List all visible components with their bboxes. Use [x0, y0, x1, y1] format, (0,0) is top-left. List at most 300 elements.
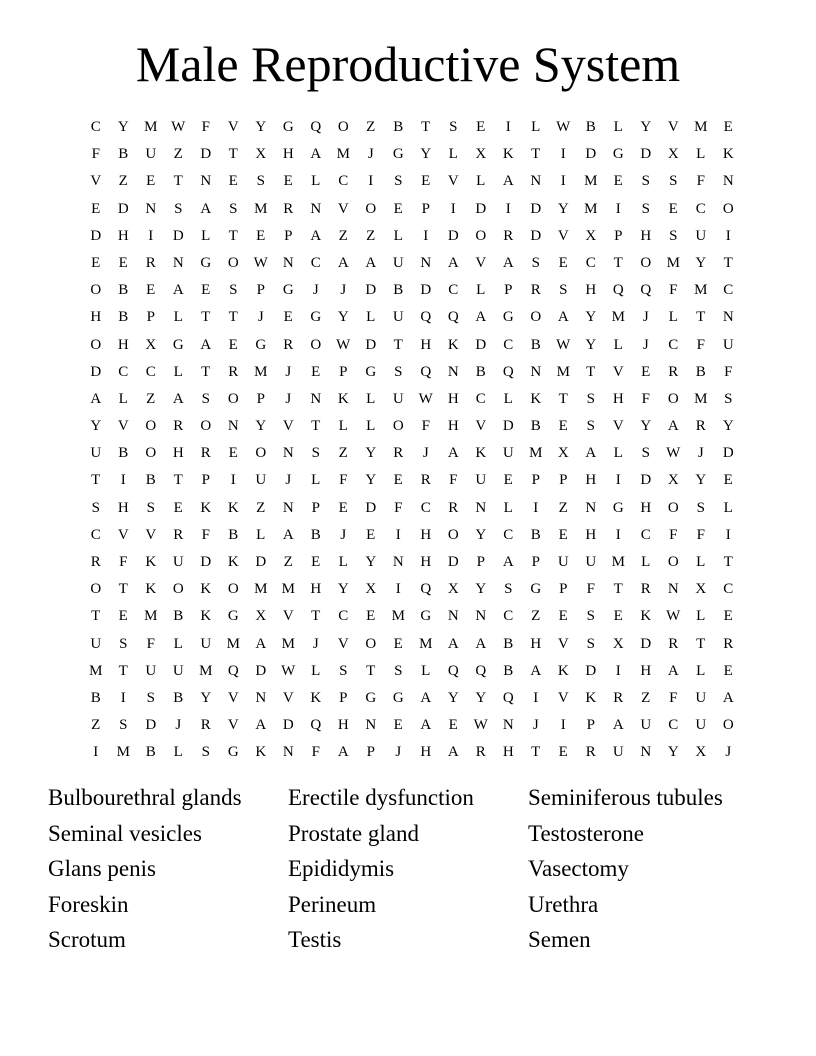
grid-letter: C: [420, 499, 431, 516]
grid-letter: A: [530, 662, 542, 679]
grid-letter: W: [556, 119, 571, 135]
grid-letter: U: [255, 472, 267, 489]
grid-letter: I: [423, 227, 429, 244]
grid-letter: V: [90, 173, 102, 190]
grid-letter: R: [200, 445, 211, 462]
grid-letter: I: [395, 581, 401, 598]
grid-letter: R: [640, 581, 651, 598]
grid-letter: M: [419, 635, 433, 652]
grid-letter: O: [227, 254, 239, 271]
grid-letter: K: [255, 744, 267, 761]
grid-letter: H: [117, 336, 129, 353]
grid-letter: N: [640, 744, 652, 761]
grid-letter: S: [146, 499, 155, 516]
grid-letter: Z: [256, 499, 266, 516]
grid-letter: L: [201, 227, 211, 244]
grid-letter: G: [282, 282, 294, 299]
grid-letter: V: [612, 363, 624, 380]
grid-letter: Q: [310, 119, 322, 135]
grid-letter: S: [586, 390, 595, 407]
grid-letter: T: [531, 744, 541, 761]
grid-letter: D: [365, 282, 377, 299]
grid-letter: K: [227, 554, 239, 570]
grid-letter: O: [447, 526, 459, 543]
grid-letter: A: [502, 554, 514, 570]
grid-letter: P: [421, 200, 430, 217]
grid-letter: T: [366, 662, 376, 679]
grid-letter: T: [558, 390, 568, 407]
grid-letter: C: [585, 254, 596, 271]
grid-letter: P: [559, 581, 568, 598]
grid-letter: T: [228, 227, 238, 244]
grid-letter: Y: [640, 119, 652, 135]
grid-letter: E: [91, 200, 101, 217]
grid-letter: U: [90, 445, 102, 462]
grid-letter: I: [725, 227, 731, 244]
grid-letter: S: [724, 390, 733, 407]
grid-letter: O: [722, 200, 734, 217]
grid-letter: H: [172, 445, 184, 462]
grid-letter: D: [255, 554, 267, 570]
grid-letter: J: [422, 445, 429, 462]
grid-letter: T: [118, 662, 128, 679]
grid-letter: B: [393, 282, 404, 299]
grid-letter: C: [90, 526, 101, 543]
grid-letter: K: [557, 662, 569, 679]
grid-letter: R: [723, 635, 734, 652]
grid-letter: R: [475, 744, 486, 761]
grid-letter: U: [172, 662, 184, 679]
grid-letter: J: [312, 635, 319, 652]
grid-letter: C: [448, 282, 459, 299]
grid-letter: E: [723, 608, 733, 625]
grid-letter: O: [392, 418, 404, 435]
grid-letter: P: [614, 227, 623, 244]
grid-letter: U: [145, 146, 157, 163]
grid-letter: A: [255, 717, 267, 734]
grid-letter: G: [365, 363, 377, 380]
grid-letter: A: [200, 200, 212, 217]
grid-letter: K: [227, 499, 239, 516]
grid-letter: C: [338, 608, 349, 625]
grid-letter: D: [530, 227, 542, 244]
letter-grid: [82, 114, 742, 767]
grid-letter: N: [530, 363, 542, 380]
grid-letter: U: [502, 445, 514, 462]
grid-letter: V: [227, 689, 239, 706]
grid-letter: E: [613, 173, 623, 190]
grid-letter: H: [282, 146, 294, 163]
word-row: [48, 816, 768, 852]
grid-letter: E: [228, 336, 238, 353]
grid-row: [82, 603, 742, 630]
grid-letter: Y: [365, 554, 377, 570]
grid-letter: E: [146, 173, 156, 190]
grid-letter: M: [281, 581, 295, 598]
grid-letter: L: [173, 635, 183, 652]
grid-letter: J: [367, 146, 374, 163]
grid-letter: V: [337, 200, 349, 217]
grid-letter: A: [420, 689, 432, 706]
grid-letter: G: [365, 689, 377, 706]
grid-letter: Z: [146, 390, 156, 407]
grid-letter: Y: [475, 581, 487, 598]
grid-letter: S: [256, 173, 265, 190]
grid-letter: S: [669, 227, 678, 244]
grid-letter: N: [282, 744, 294, 761]
grid-letter: A: [612, 717, 624, 734]
grid-letter: P: [284, 227, 293, 244]
grid-letter: H: [585, 472, 597, 489]
grid-letter: Q: [502, 363, 514, 380]
grid-letter: M: [116, 744, 130, 761]
grid-letter: S: [504, 581, 513, 598]
grid-letter: I: [560, 717, 566, 734]
grid-letter: T: [311, 608, 321, 625]
grid-letter: F: [449, 472, 458, 489]
grid-letter: T: [201, 363, 211, 380]
grid-letter: S: [696, 499, 705, 516]
grid-letter: S: [146, 689, 155, 706]
grid-letter: X: [667, 472, 679, 489]
grid-letter: Y: [200, 689, 212, 706]
grid-letter: J: [725, 744, 732, 761]
grid-letter: G: [310, 309, 322, 326]
grid-letter: A: [585, 445, 597, 462]
grid-letter: X: [365, 581, 377, 598]
grid-letter: U: [475, 472, 487, 489]
grid-letter: R: [613, 689, 624, 706]
grid-letter: L: [503, 499, 513, 516]
grid-letter: L: [696, 554, 706, 570]
grid-letter: C: [503, 608, 514, 625]
grid-letter: C: [640, 526, 651, 543]
grid-letter: K: [640, 608, 652, 625]
grid-letter: N: [227, 418, 239, 435]
grid-letter: M: [694, 390, 708, 407]
grid-letter: M: [556, 363, 570, 380]
grid-letter: L: [476, 173, 486, 190]
grid-letter: L: [311, 472, 321, 489]
grid-letter: M: [584, 173, 598, 190]
grid-letter: K: [145, 554, 157, 570]
grid-row: [82, 467, 742, 494]
grid-letter: G: [282, 119, 294, 135]
grid-letter: O: [310, 336, 322, 353]
grid-letter: N: [447, 608, 459, 625]
grid-letter: E: [421, 173, 431, 190]
grid-letter: V: [475, 418, 487, 435]
grid-letter: U: [695, 717, 707, 734]
grid-letter: H: [502, 744, 514, 761]
grid-letter: V: [117, 526, 129, 543]
grid-letter: K: [722, 146, 734, 163]
grid-row: [82, 440, 742, 467]
grid-letter: X: [667, 146, 679, 163]
grid-letter: D: [475, 200, 487, 217]
grid-letter: A: [667, 662, 679, 679]
grid-letter: A: [667, 418, 679, 435]
grid-letter: R: [668, 363, 679, 380]
grid-letter: E: [476, 119, 486, 135]
grid-letter: S: [91, 499, 100, 516]
grid-letter: R: [668, 635, 679, 652]
grid-letter: L: [311, 662, 321, 679]
grid-letter: J: [312, 282, 319, 299]
grid-letter: X: [612, 635, 624, 652]
grid-letter: E: [228, 445, 238, 462]
grid-letter: L: [393, 227, 403, 244]
grid-letter: A: [200, 336, 212, 353]
grid-letter: E: [723, 119, 733, 135]
grid-letter: S: [669, 173, 678, 190]
grid-letter: I: [560, 146, 566, 163]
grid-letter: Y: [90, 418, 102, 435]
grid-letter: D: [530, 200, 542, 217]
grid-letter: N: [447, 363, 459, 380]
grid-letter: B: [585, 119, 596, 135]
grid-letter: E: [118, 608, 128, 625]
grid-letter: E: [283, 309, 293, 326]
grid-letter: P: [256, 390, 265, 407]
grid-letter: L: [613, 119, 623, 135]
grid-letter: E: [393, 717, 403, 734]
grid-letter: N: [282, 499, 294, 516]
grid-letter: N: [282, 254, 294, 271]
grid-letter: P: [256, 282, 265, 299]
grid-letter: Y: [337, 309, 349, 326]
grid-letter: L: [366, 390, 376, 407]
grid-letter: S: [394, 662, 403, 679]
grid-letter: R: [585, 744, 596, 761]
grid-row: [82, 522, 742, 549]
grid-letter: B: [118, 445, 129, 462]
grid-letter: L: [531, 119, 541, 135]
grid-letter: C: [723, 581, 734, 598]
grid-letter: W: [336, 336, 351, 353]
grid-row: [82, 359, 742, 386]
grid-letter: A: [502, 173, 514, 190]
grid-letter: K: [337, 390, 349, 407]
grid-letter: I: [533, 499, 539, 516]
grid-letter: U: [722, 336, 734, 353]
grid-letter: B: [530, 526, 541, 543]
grid-letter: H: [585, 282, 597, 299]
grid-letter: Y: [255, 418, 267, 435]
grid-letter: A: [420, 717, 432, 734]
grid-letter: E: [393, 200, 403, 217]
grid-letter: B: [145, 472, 156, 489]
grid-letter: A: [557, 309, 569, 326]
grid-letter: D: [117, 200, 129, 217]
grid-letter: I: [505, 119, 511, 135]
grid-letter: Y: [447, 689, 459, 706]
grid-letter: Z: [283, 554, 293, 570]
grid-letter: Q: [447, 309, 459, 326]
grid-letter: W: [281, 662, 296, 679]
grid-letter: G: [612, 499, 624, 516]
grid-letter: L: [173, 309, 183, 326]
grid-letter: A: [337, 744, 349, 761]
grid-letter: N: [502, 717, 514, 734]
grid-letter: L: [723, 499, 733, 516]
grid-letter: V: [227, 717, 239, 734]
grid-letter: S: [586, 608, 595, 625]
grid-row: [82, 114, 742, 141]
grid-letter: B: [503, 635, 514, 652]
grid-letter: J: [285, 472, 292, 489]
grid-letter: N: [365, 717, 377, 734]
grid-letter: R: [530, 282, 541, 299]
grid-letter: A: [337, 254, 349, 271]
grid-letter: Z: [173, 146, 183, 163]
grid-letter: C: [338, 173, 349, 190]
grid-letter: X: [475, 146, 487, 163]
grid-letter: A: [447, 254, 459, 271]
grid-letter: D: [282, 717, 294, 734]
grid-letter: D: [640, 146, 652, 163]
grid-row: [82, 631, 742, 658]
grid-letter: I: [560, 173, 566, 190]
grid-letter: L: [613, 336, 623, 353]
grid-letter: Z: [641, 689, 651, 706]
word-list-item: Glans penis: [48, 856, 156, 882]
grid-letter: G: [255, 336, 267, 353]
grid-letter: F: [724, 363, 733, 380]
grid-letter: Y: [695, 254, 707, 271]
grid-row: [82, 576, 742, 603]
grid-letter: T: [91, 608, 101, 625]
grid-letter: L: [118, 390, 128, 407]
grid-letter: B: [118, 282, 129, 299]
grid-letter: Q: [612, 282, 624, 299]
grid-letter: O: [200, 418, 212, 435]
grid-letter: L: [696, 146, 706, 163]
grid-letter: J: [285, 390, 292, 407]
grid-letter: U: [392, 309, 404, 326]
grid-letter: U: [172, 554, 184, 570]
grid-letter: K: [530, 390, 542, 407]
grid-letter: I: [725, 526, 731, 543]
grid-letter: I: [615, 662, 621, 679]
word-row: [48, 922, 768, 958]
grid-letter: U: [392, 254, 404, 271]
grid-letter: J: [532, 717, 539, 734]
grid-letter: S: [394, 363, 403, 380]
word-list: [48, 780, 768, 958]
word-list-item: Seminal vesicles: [48, 820, 202, 846]
grid-letter: S: [174, 200, 183, 217]
grid-letter: E: [201, 282, 211, 299]
grid-letter: G: [392, 689, 404, 706]
grid-letter: A: [502, 254, 514, 271]
grid-letter: E: [448, 717, 458, 734]
grid-letter: K: [310, 689, 322, 706]
grid-letter: M: [254, 200, 268, 217]
grid-letter: T: [696, 309, 706, 326]
grid-letter: S: [229, 200, 238, 217]
grid-letter: Y: [557, 200, 569, 217]
grid-letter: R: [228, 363, 239, 380]
grid-letter: M: [199, 662, 213, 679]
grid-letter: E: [558, 418, 568, 435]
grid-letter: F: [696, 526, 705, 543]
grid-letter: B: [118, 146, 129, 163]
grid-letter: F: [669, 526, 678, 543]
grid-letter: P: [339, 363, 348, 380]
grid-row: [82, 223, 742, 250]
grid-letter: U: [695, 227, 707, 244]
grid-letter: W: [418, 390, 433, 407]
grid-letter: N: [392, 554, 404, 570]
grid-letter: C: [668, 336, 679, 353]
grid-letter: R: [173, 418, 184, 435]
grid-letter: A: [172, 282, 184, 299]
grid-letter: Y: [722, 418, 734, 435]
grid-letter: M: [281, 635, 295, 652]
grid-letter: P: [201, 472, 210, 489]
grid-letter: Z: [338, 445, 348, 462]
grid-letter: X: [255, 608, 267, 625]
grid-letter: H: [90, 309, 102, 326]
grid-row: [82, 413, 742, 440]
grid-letter: M: [611, 309, 625, 326]
grid-letter: F: [339, 472, 348, 489]
word-row: [48, 780, 768, 816]
grid-letter: E: [613, 608, 623, 625]
grid-row: [82, 250, 742, 277]
grid-letter: E: [311, 363, 321, 380]
grid-letter: D: [722, 445, 734, 462]
grid-letter: R: [283, 336, 294, 353]
grid-letter: K: [475, 445, 487, 462]
grid-letter: N: [722, 309, 734, 326]
grid-letter: D: [640, 635, 652, 652]
grid-letter: B: [145, 744, 156, 761]
grid-letter: I: [450, 200, 456, 217]
grid-letter: L: [366, 309, 376, 326]
grid-letter: M: [144, 608, 158, 625]
grid-letter: C: [668, 717, 679, 734]
word-list-item: Vasectomy: [528, 856, 629, 882]
grid-letter: W: [171, 119, 186, 135]
grid-letter: Z: [118, 173, 128, 190]
grid-letter: D: [640, 472, 652, 489]
grid-letter: I: [93, 744, 99, 761]
grid-letter: L: [448, 146, 458, 163]
grid-letter: A: [255, 635, 267, 652]
word-list-item: Semen: [528, 927, 591, 953]
grid-letter: T: [586, 363, 596, 380]
grid-letter: I: [615, 526, 621, 543]
grid-letter: X: [557, 445, 569, 462]
grid-letter: S: [229, 282, 238, 299]
grid-letter: E: [173, 499, 183, 516]
grid-letter: N: [200, 173, 212, 190]
grid-letter: F: [696, 336, 705, 353]
grid-letter: D: [447, 227, 459, 244]
grid-letter: F: [586, 581, 595, 598]
grid-letter: E: [91, 254, 101, 271]
grid-letter: P: [586, 717, 595, 734]
grid-letter: E: [256, 227, 266, 244]
grid-row: [82, 304, 742, 331]
grid-letter: R: [448, 499, 459, 516]
grid-letter: A: [310, 227, 322, 244]
grid-letter: H: [447, 418, 459, 435]
grid-letter: D: [447, 554, 459, 570]
grid-letter: F: [696, 173, 705, 190]
